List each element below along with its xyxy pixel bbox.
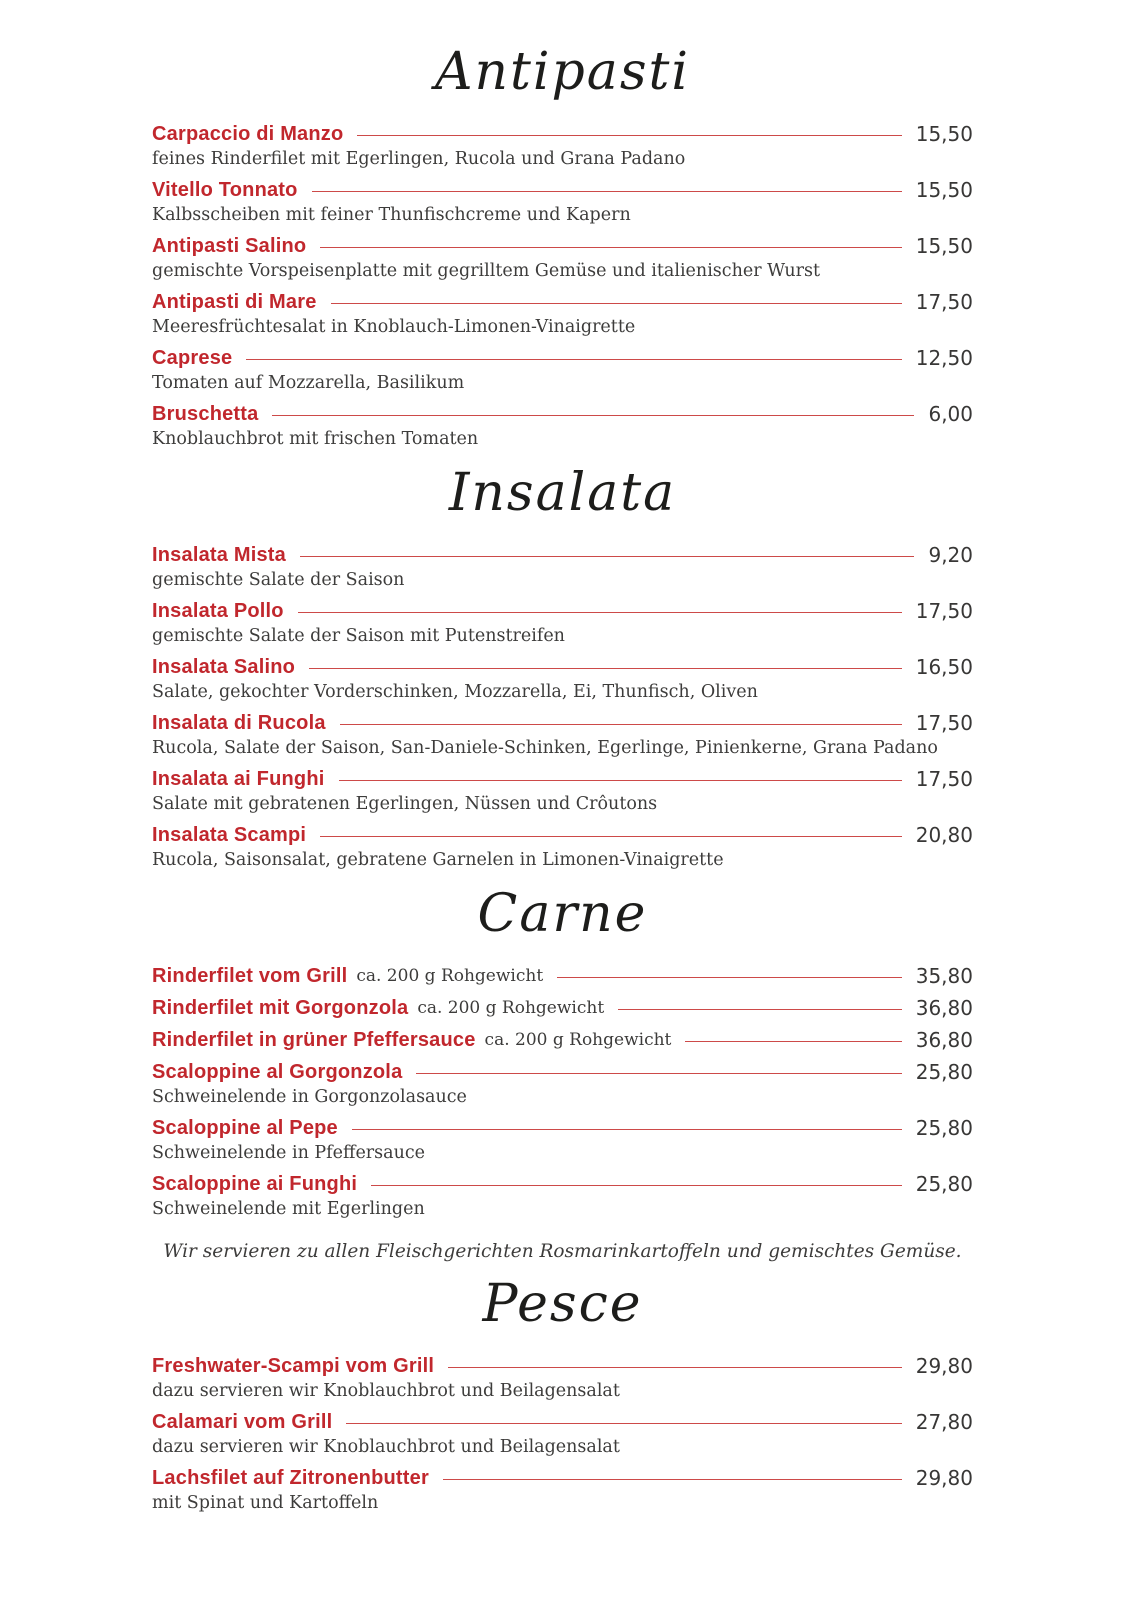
menu-item [152, 995, 973, 1021]
leader-line [346, 1423, 901, 1424]
section-items [152, 121, 973, 451]
leader-line [557, 977, 902, 978]
item-price: 20,80 [915, 823, 973, 847]
item-description: gemischte Salate der Saison [152, 570, 405, 590]
item-name: Insalata ai Funghi [152, 768, 325, 790]
item-price: 25,80 [915, 1116, 973, 1140]
leader-line [312, 191, 902, 192]
item-name: Insalata Scampi [152, 824, 307, 846]
menu-item-row [152, 1353, 973, 1379]
menu-item [152, 1115, 973, 1165]
leader-line [320, 836, 902, 837]
menu-item-row [152, 1171, 973, 1197]
menu-item [152, 766, 973, 816]
item-price: 15,50 [915, 178, 973, 202]
menu-item [152, 1027, 973, 1053]
menu-item [152, 654, 973, 704]
item-price: 36,80 [915, 1028, 973, 1052]
item-description: mit Spinat und Kartoffeln [152, 1493, 379, 1513]
menu-item-row [152, 1059, 973, 1085]
item-name: Antipasti Salino [152, 235, 307, 257]
item-description: Knoblauchbrot mit frischen Tomaten [152, 429, 479, 449]
menu-item-row [152, 995, 973, 1021]
item-name: Caprese [152, 347, 233, 369]
item-description: Tomaten auf Mozzarella, Basilikum [152, 373, 465, 393]
item-price: 17,50 [915, 711, 973, 735]
menu-item [152, 1409, 973, 1459]
menu-item-row [152, 822, 973, 848]
leader-line [309, 668, 902, 669]
item-name: Carpaccio di Manzo [152, 123, 344, 145]
item-name: Scaloppine ai Funghi [152, 1173, 358, 1195]
section-items [152, 542, 973, 872]
menu-item-row [152, 710, 973, 736]
menu-item-row [152, 542, 973, 568]
leader-line [443, 1479, 902, 1480]
item-name: Insalata di Rucola [152, 712, 326, 734]
item-price: 15,50 [915, 234, 973, 258]
item-name: Antipasti di Mare [152, 291, 317, 313]
leader-line [272, 415, 914, 416]
menu-item [152, 1465, 973, 1515]
item-description: Rucola, Saisonsalat, gebratene Garnelen in Limonen-Vinaigrette [152, 850, 724, 870]
leader-line [685, 1041, 901, 1042]
menu-item [152, 542, 973, 592]
leader-line [448, 1367, 902, 1368]
item-description: Salate mit gebratenen Egerlingen, Nüssen und Crôutons [152, 794, 658, 814]
leader-line [618, 1009, 902, 1010]
menu-item-row [152, 766, 973, 792]
menu-item-row [152, 289, 973, 315]
item-description: gemischte Salate der Saison mit Putenstreifen [152, 626, 565, 646]
menu-item-row [152, 121, 973, 147]
item-name: Scaloppine al Gorgonzola [152, 1061, 403, 1083]
leader-line [340, 724, 902, 725]
section-title: Carne [477, 884, 648, 944]
menu-section [152, 40, 973, 451]
section-items [152, 963, 973, 1221]
item-name: Vitello Tonnato [152, 179, 298, 201]
item-name: Bruschetta [152, 403, 259, 425]
item-name: Insalata Salino [152, 656, 296, 678]
item-name: Rinderfilet vom Grill [152, 965, 348, 987]
item-price: 16,50 [915, 655, 973, 679]
menu-item-row [152, 1409, 973, 1435]
menu-item [152, 401, 973, 451]
item-description: Rucola, Salate der Saison, San-Daniele-Schinken, Egerlinge, Pinienkerne, Grana Padano [152, 738, 938, 758]
item-price: 25,80 [915, 1172, 973, 1196]
menu-item-row [152, 1115, 973, 1141]
section-footnote: Wir servieren zu allen Fleischgerichten Rosmarinkartoffeln und gemischtes Gemüse. [163, 1241, 962, 1262]
leader-line [246, 359, 901, 360]
item-description: Salate, gekochter Vorderschinken, Mozzarella, Ei, Thunfisch, Oliven [152, 682, 758, 702]
item-price: 25,80 [915, 1060, 973, 1084]
menu-item-row [152, 1027, 973, 1053]
item-price: 17,50 [915, 599, 973, 623]
item-name: Freshwater-Scampi vom Grill [152, 1355, 435, 1377]
menu-item-row [152, 401, 973, 427]
menu-item-row [152, 233, 973, 259]
item-description: dazu servieren wir Knoblauchbrot und Beilagensalat [152, 1437, 620, 1457]
leader-line [371, 1185, 902, 1186]
menu-item [152, 1353, 973, 1403]
item-note: ca. 200 g Rohgewicht [484, 1030, 672, 1050]
leader-line [339, 780, 902, 781]
menu-item-row [152, 1465, 973, 1491]
section-title: Pesce [482, 1274, 643, 1334]
menu-item-row [152, 598, 973, 624]
menu-item [152, 822, 973, 872]
menu-item [152, 177, 973, 227]
item-description: Kalbsscheiben mit feiner Thunfischcreme und Kapern [152, 205, 631, 225]
menu-item [152, 289, 973, 339]
item-name: Scaloppine al Pepe [152, 1117, 338, 1139]
menu-item-row [152, 654, 973, 680]
leader-line [298, 612, 902, 613]
menu-item [152, 963, 973, 989]
menu-item [152, 233, 973, 283]
leader-line [416, 1073, 901, 1074]
item-price: 15,50 [915, 122, 973, 146]
leader-line [331, 303, 902, 304]
leader-line [357, 135, 901, 136]
item-description: Schweinelende in Gorgonzolasauce [152, 1087, 467, 1107]
item-price: 29,80 [915, 1466, 973, 1490]
item-name: Rinderfilet in grüner Pfeffersauce [152, 1029, 476, 1051]
item-description: dazu servieren wir Knoblauchbrot und Beilagensalat [152, 1381, 620, 1401]
item-name: Calamari vom Grill [152, 1411, 333, 1433]
item-price: 17,50 [915, 290, 973, 314]
menu-item [152, 710, 973, 760]
leader-line [300, 556, 915, 557]
menu-item-row [152, 963, 973, 989]
menu-item [152, 345, 973, 395]
leader-line [320, 247, 901, 248]
item-name: Insalata Pollo [152, 600, 284, 622]
item-description: Schweinelende in Pfeffersauce [152, 1143, 426, 1163]
item-note: ca. 200 g Rohgewicht [417, 998, 605, 1018]
item-note: ca. 200 g Rohgewicht [356, 966, 544, 986]
item-description: Schweinelende mit Egerlingen [152, 1199, 425, 1219]
menu-item [152, 1171, 973, 1221]
item-price: 12,50 [915, 346, 973, 370]
item-price: 36,80 [915, 996, 973, 1020]
menu-item-row [152, 345, 973, 371]
item-description: feines Rinderfilet mit Egerlingen, Rucola und Grana Padano [152, 149, 686, 169]
item-price: 17,50 [915, 767, 973, 791]
menu-section [152, 461, 973, 872]
item-price: 29,80 [915, 1354, 973, 1378]
menu-section [152, 1272, 973, 1515]
item-name: Insalata Mista [152, 544, 286, 566]
menu-item [152, 1059, 973, 1109]
item-description: Meeresfrüchtesalat in Knoblauch-Limonen-Vinaigrette [152, 317, 636, 337]
section-title: Insalata [448, 463, 677, 523]
section-title: Antipasti [434, 42, 691, 102]
section-items [152, 1353, 973, 1515]
menu-item [152, 121, 973, 171]
item-price: 6,00 [928, 402, 973, 426]
menu-item [152, 598, 973, 648]
item-price: 35,80 [915, 964, 973, 988]
menu-section [152, 882, 973, 1262]
item-name: Rinderfilet mit Gorgonzola [152, 997, 409, 1019]
item-description: gemischte Vorspeisenplatte mit gegrilltem Gemüse und italienischer Wurst [152, 261, 821, 281]
item-price: 27,80 [915, 1410, 973, 1434]
item-price: 9,20 [928, 543, 973, 567]
leader-line [352, 1129, 902, 1130]
item-name: Lachsfilet auf Zitronenbutter [152, 1467, 429, 1489]
menu-item-row [152, 177, 973, 203]
